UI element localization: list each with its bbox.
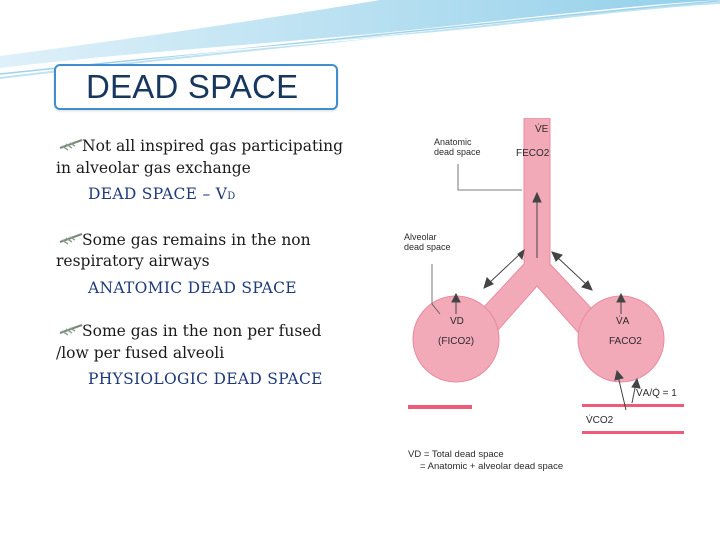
bullet-item <box>56 321 356 364</box>
bullet-icon <box>58 321 84 337</box>
bullet-icon <box>58 230 84 246</box>
bullet-term-main: DEAD SPACE – V <box>88 185 228 203</box>
feco2-symbol: FECO2 <box>516 148 550 159</box>
page-title: DEAD SPACE <box>86 68 299 105</box>
bullet-term-sub: D <box>227 191 236 202</box>
right-capillary-bottom <box>582 431 684 434</box>
diagram-graphic <box>396 118 684 480</box>
vd-symbol: VD <box>450 316 464 327</box>
bullet-term <box>88 278 356 300</box>
alveolar-label-2: dead space <box>404 242 451 252</box>
bullet-term-main: ANATOMIC DEAD SPACE <box>88 278 297 297</box>
bullet-item <box>56 136 356 179</box>
bullet-text: Not all inspired gas participating in alveolar gas exchange <box>56 137 344 177</box>
anatomic-leader <box>458 164 522 190</box>
alveolar-label-1: Alveolar <box>404 232 437 242</box>
va-symbol: V̇A <box>616 316 630 327</box>
title-box <box>54 64 338 110</box>
ve-symbol: V̇E <box>535 124 549 135</box>
vaq-ratio-label: V̇A/Q̇ = 1 <box>636 388 677 399</box>
bullet-text: Some gas remains in the non respiratory airways <box>56 230 311 270</box>
legend-line-1: VD = Total dead space <box>408 449 504 460</box>
right-capillary-top <box>582 404 684 407</box>
legend-line-2: = Anatomic + alveolar dead space <box>420 461 564 472</box>
fico2-symbol: (FICO2) <box>438 336 475 347</box>
bullet-list <box>56 136 356 391</box>
bullet-term-main: PHYSIOLOGIC DEAD SPACE <box>88 370 323 388</box>
bullet-term <box>88 184 356 208</box>
bullet-term <box>88 369 356 391</box>
dead-space-diagram <box>396 118 684 480</box>
bullet-text: Some gas in the non per fused /low per fused alveoli <box>56 322 322 362</box>
vco2-symbol: V̇CO2 <box>586 415 614 426</box>
faco2-symbol: FACO2 <box>609 336 642 347</box>
bullet-item <box>56 230 356 273</box>
anatomic-label-1: Anatomic <box>434 137 472 147</box>
left-capillary <box>408 405 472 409</box>
bullet-icon <box>58 136 84 152</box>
anatomic-label-2: dead space <box>434 147 481 157</box>
